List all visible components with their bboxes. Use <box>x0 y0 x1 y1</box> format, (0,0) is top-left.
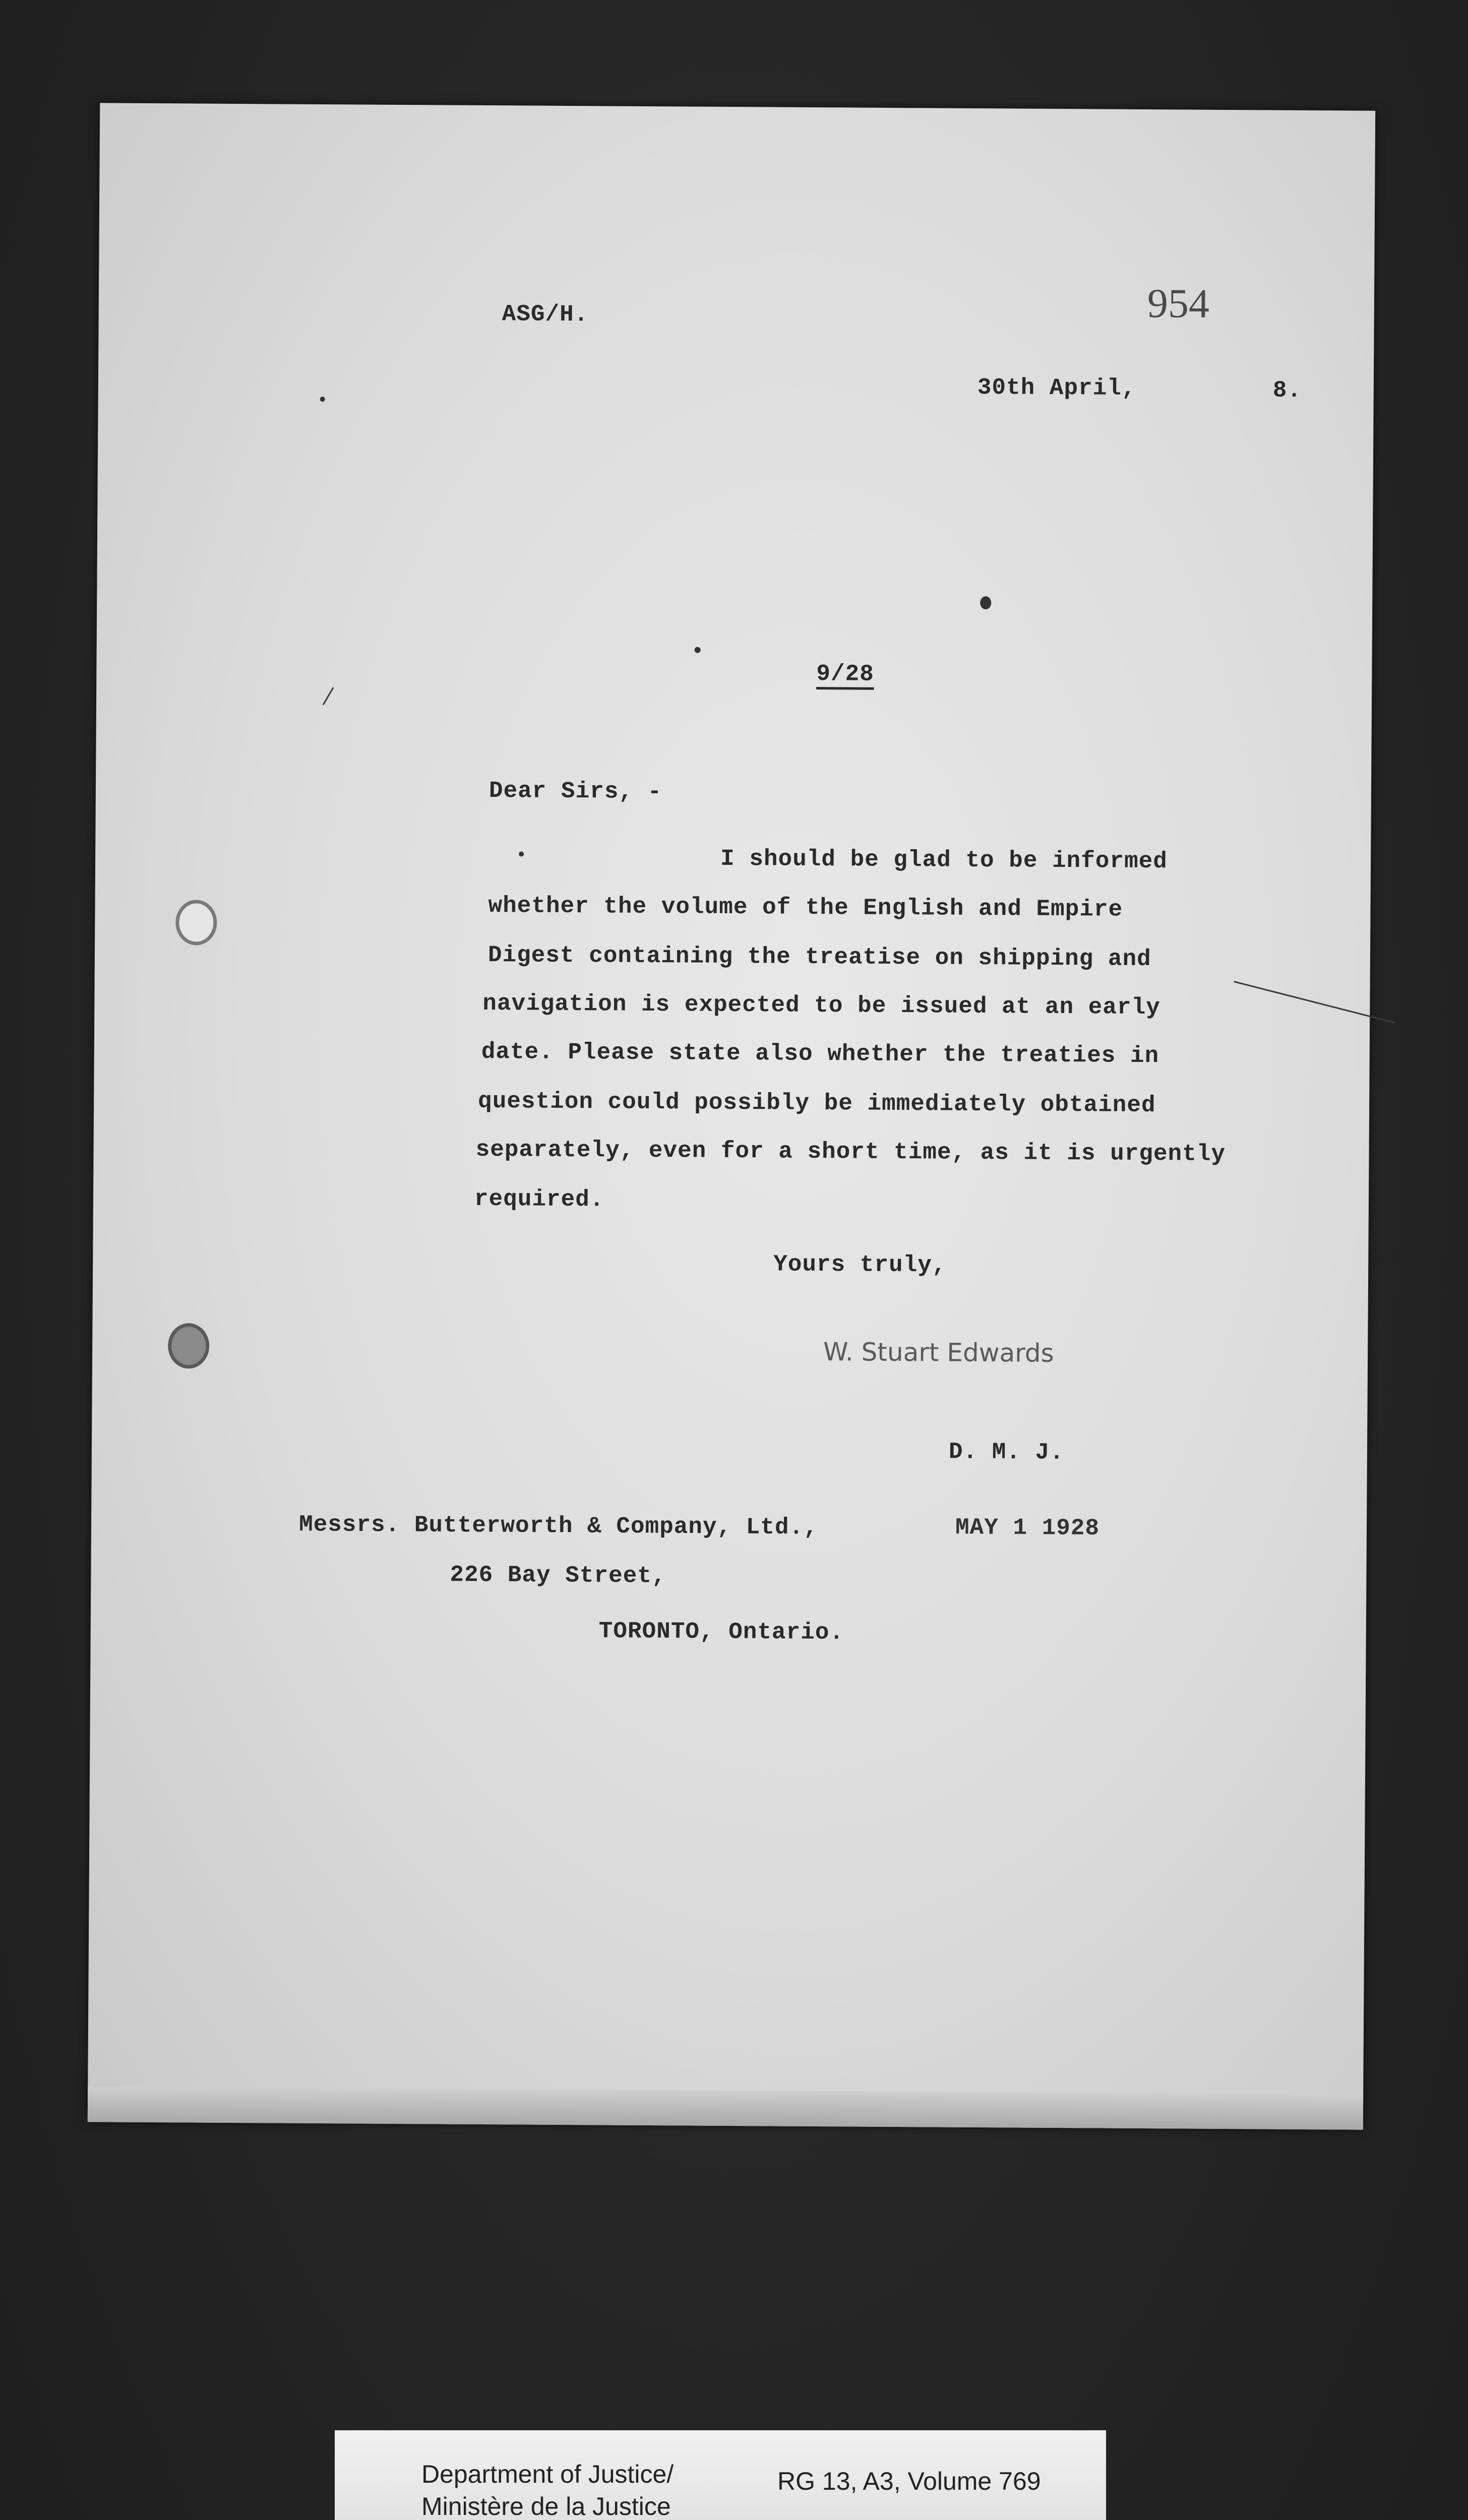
date-stamp: MAY 1 1928 <box>955 1514 1100 1542</box>
address-line-3: TORONTO, Ontario. <box>598 1618 844 1646</box>
body-line-4: navigation is expected to be issued at an early <box>482 990 1160 1021</box>
punch-hole-lower <box>168 1323 210 1368</box>
letter-page <box>88 103 1375 2129</box>
letter-date-year: 8. <box>1272 377 1302 404</box>
speck <box>519 851 524 856</box>
signature-title: D. M. J. <box>948 1438 1064 1466</box>
speck <box>980 596 991 609</box>
body-line-5: date. Please state also whether the treaties in <box>481 1038 1159 1069</box>
typist-initials: ASG/H. <box>502 301 589 328</box>
folio-number: 954 <box>1147 280 1210 327</box>
body-line-2: whether the volume of the English and Empire <box>488 893 1123 923</box>
salutation: Dear Sirs, - <box>488 778 662 805</box>
body-line-8: required. <box>474 1185 604 1213</box>
punch-hole-upper <box>175 900 217 945</box>
body-line-7: separately, even for a short time, as it is urgently <box>475 1136 1226 1167</box>
archive-reference-label <box>335 2430 1106 2520</box>
film-scratch <box>1234 981 1395 1024</box>
body-line-1: I should be glad to be informed <box>720 845 1168 875</box>
signature-name <box>823 1337 1054 1368</box>
record-group-reference: RG 13, A3, Volume 769 <box>777 2467 1041 2495</box>
closing: Yours truly, <box>773 1251 947 1279</box>
letter-date: 30th April, <box>977 374 1136 402</box>
file-reference: 9/28 <box>816 661 874 687</box>
department-french: Ministère de la Justice <box>421 2492 671 2520</box>
page-edge <box>88 2087 1363 2129</box>
signature-text: W. Stuart Edwards <box>823 1337 1054 1368</box>
department-english: Department of Justice/ <box>421 2460 674 2488</box>
body-line-6: question could possibly be immediately obtained <box>478 1088 1156 1119</box>
speck <box>320 397 325 402</box>
address-line-2: 226 Bay Street, <box>450 1561 666 1590</box>
speck <box>695 647 701 653</box>
film-scratch <box>323 687 334 705</box>
body-line-3: Digest containing the treatise on shipping and <box>487 942 1151 973</box>
address-line-1: Messrs. Butterworth & Company, Ltd., <box>298 1511 818 1541</box>
